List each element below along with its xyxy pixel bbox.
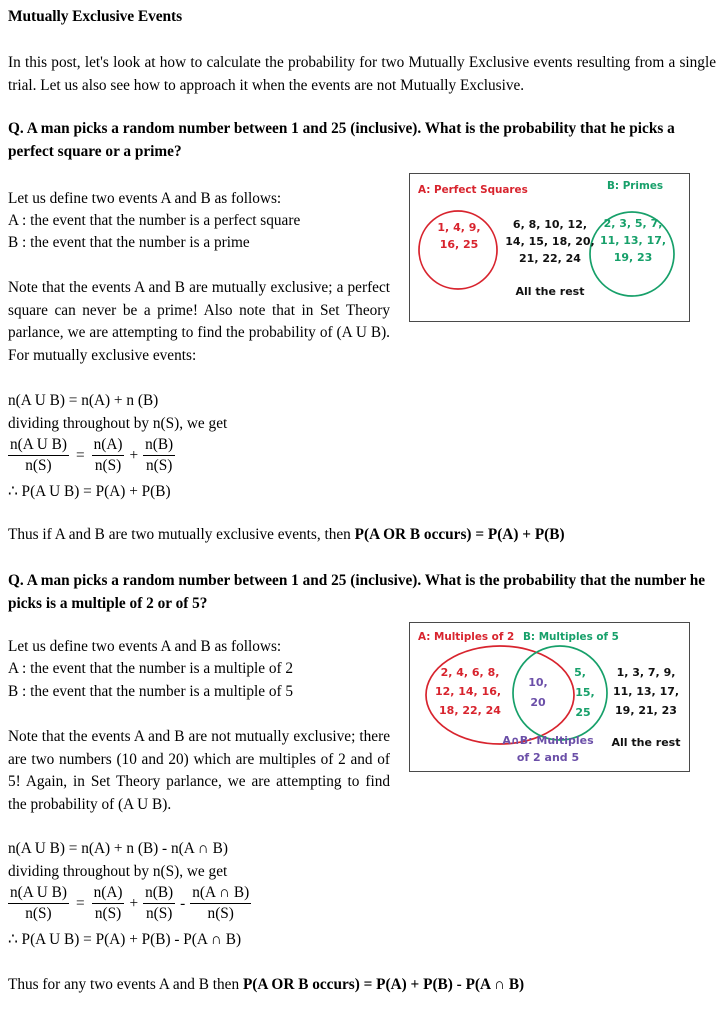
s1-frac-b: $\frac{n(B)}{n(S)}$ [145, 436, 174, 474]
s2-frac-minus: - [180, 894, 186, 912]
s2-frac-equals: = [75, 894, 85, 912]
venn1-set-b-line-1: 2, 3, 5, 7, [603, 217, 663, 230]
venn2-intersection-line-1: 10, [528, 676, 548, 689]
s1-equation-1: n(A U B) = n(A) + n (B) [8, 392, 159, 409]
s1-frac-equals: = [75, 446, 85, 464]
s2-equation-3: ∴ P(A U B) = P(A) + P(B) - P(A ∩ B) [8, 931, 242, 948]
venn2-set-a-line-2: 12, 14, 16, [434, 685, 502, 698]
venn2-label-b: B: Multiples of 5 [523, 631, 619, 643]
s2-equation-2: dividing throughout by n(S), we get [8, 863, 228, 880]
venn1-outside-line-1: 6, 8, 10, 12, [512, 218, 588, 231]
s2-frac-plus: + [129, 894, 139, 912]
venn1-label-b: B: Primes [607, 180, 664, 192]
venn1-set-a-line-1: 1, 4, 9, [437, 221, 481, 234]
venn1-outside-line-3: 21, 22, 24 [519, 252, 581, 265]
s1-conclusion-bold: P(A OR B occurs) = P(A) + P(B) [354, 526, 565, 543]
intro-paragraph: In this post, let's look at how to calculate the probability for two Mutually Exclusive events resulting from a single trial. Let us also see how to approach it when the events are not Mutually Exclusive. [8, 54, 716, 94]
s1-define-b: B : the event that the number is a prime [8, 234, 250, 251]
venn1-set-b-line-2: 11, 13, 17, [599, 234, 667, 247]
page-title: Mutually Exclusive Events [8, 8, 183, 25]
question-2: Q. A man picks a random number between 1 and 25 (inclusive). What is the probability that the number he picks is a multiple of 2 or of 5? [8, 572, 706, 612]
s1-fraction-equation [8, 437, 175, 474]
s2-conclusion-bold: P(A OR B occurs) = P(A) + P(B) - P(A ∩ B) [242, 976, 525, 993]
venn2-outside-line-2: 11, 13, 17, [612, 685, 680, 698]
s1-frac-a: $\frac{n(A)}{n(S)}$ [93, 436, 123, 474]
s2-conclusion-prefix: Thus for any two events A and B then [8, 976, 243, 993]
venn2-outside-line-1: 1, 3, 7, 9, [616, 666, 676, 679]
s2-define-a: A : the event that the number is a multiple of 2 [8, 660, 294, 677]
s2-frac-union: $\frac{\text{n(A U B)}}{n(S)}$ [10, 884, 67, 922]
venn1-set-a-line-2: 16, 25 [439, 238, 479, 251]
venn1-outside-caption: All the rest [515, 285, 585, 298]
s1-note: Note that the events A and B are mutually exclusive; a perfect square can never be a prime! Also note that in Set Theory parlance, we are attempting to find the probability of (A U B). For mutually exclusive events: [8, 279, 390, 364]
venn2-set-a-line-1: 2, 4, 6, 8, [440, 666, 500, 679]
question-1: Q. A man picks a random number between 1 and 25 (inclusive). What is the probability that he picks a perfect square or a prime? [8, 120, 675, 160]
venn-diagram-mutually-exclusive [409, 173, 690, 322]
s2-define-intro: Let us define two events A and B as follows: [8, 638, 282, 655]
s2-frac-a: $\frac{n(A)}{n(S)}$ [93, 884, 123, 922]
venn2-intersection-caption-line-2: of 2 and 5 [516, 751, 580, 764]
s1-define-a: A : the event that the number is a perfect square [8, 212, 301, 229]
s2-conclusion [8, 974, 716, 997]
venn2-intersection-line-2: 20 [530, 696, 546, 709]
s2-frac-b: $\frac{n(B)}{n(S)}$ [145, 884, 174, 922]
s2-fraction-equation [8, 885, 251, 922]
venn-diagram-overlapping [409, 622, 690, 772]
s1-frac-union: $\frac{\text{n(A U B)}}{n(S)}$ [10, 436, 67, 474]
s2-note: Note that the events A and B are not mutually exclusive; there are two numbers (10 and 20) which are multiples of 2 and of 5! Again, in Set Theory parlance, we are attempting to find the probability of (A U B). [8, 728, 390, 813]
s1-equation-2: dividing throughout by n(S), we get [8, 415, 228, 432]
venn2-label-a: A: Multiples of 2 [418, 631, 515, 643]
venn2-outside-caption: All the rest [611, 736, 681, 749]
venn1-label-a: A: Perfect Squares [418, 184, 528, 196]
s2-frac-intersection: $\frac{n(A \cap B)}{n(S)}$ [192, 884, 250, 922]
venn2-set-b-line-2: 15, [575, 686, 595, 699]
s2-equation-1: n(A U B) = n(A) + n (B) - n(A ∩ B) [8, 840, 228, 857]
s1-define-intro: Let us define two events A and B as follows: [8, 190, 282, 207]
venn2-set-a-line-3: 18, 22, 24 [439, 704, 501, 717]
s1-conclusion-prefix: Thus if A and B are two mutually exclusive events, then [8, 526, 355, 543]
s2-define-b: B : the event that the number is a multiple of 5 [8, 683, 294, 700]
venn2-outside-line-3: 19, 21, 23 [615, 704, 677, 717]
s1-conclusion [8, 524, 716, 547]
s1-equation-3: ∴ P(A U B) = P(A) + P(B) [8, 483, 171, 500]
venn1-set-b-line-3: 19, 23 [613, 251, 653, 264]
venn2-intersection-caption-line-1: A∩B: Multiples [502, 734, 594, 747]
venn2-set-b-line-1: 5, [574, 666, 586, 679]
s1-frac-plus: + [129, 446, 139, 464]
venn1-outside-line-2: 14, 15, 18, 20, [505, 235, 595, 248]
venn2-set-b-line-3: 25 [575, 706, 591, 719]
